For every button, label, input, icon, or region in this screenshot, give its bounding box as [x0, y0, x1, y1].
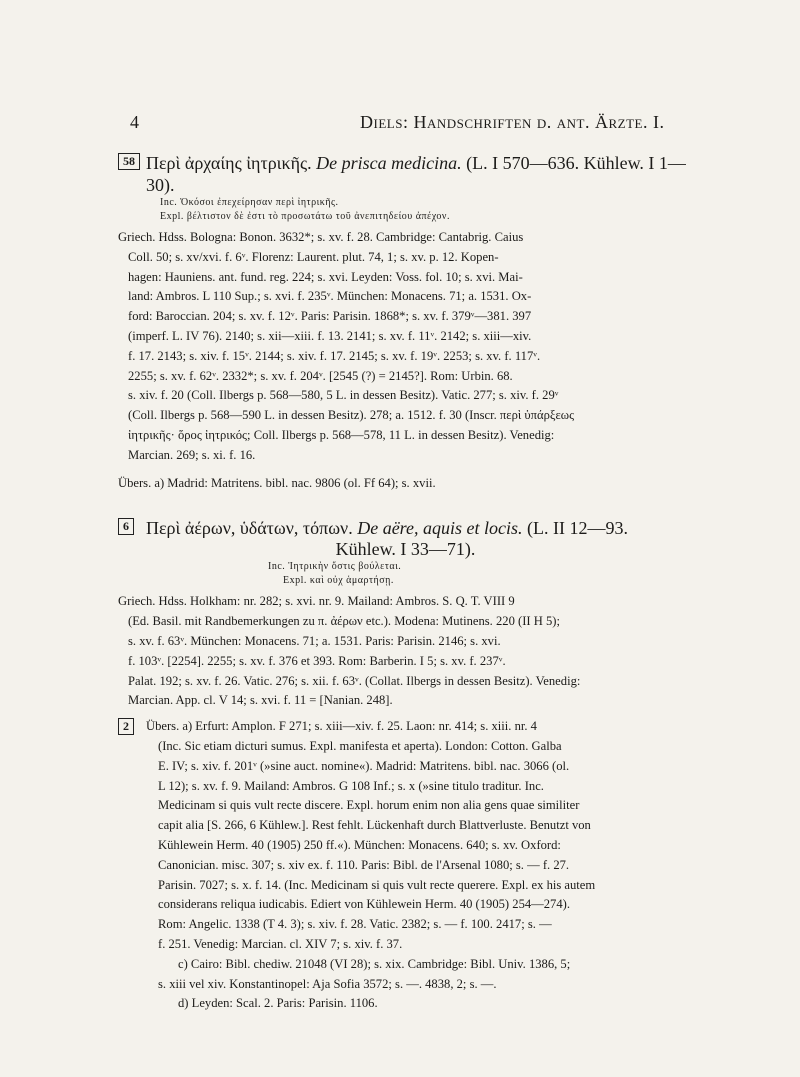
edition-reference: (L. I 570—636. Kühlew. I 1—30).	[146, 153, 686, 195]
greek-title: Περὶ ἀρχαίης ἰητρικῆς.	[146, 153, 312, 173]
text-line: f. 17. 2143; s. xiv. f. 15ᵛ. 2144; s. xiv. f. 17. 2145; s. xv. f. 19ᵛ. 2253; s. xv. f. 117ᵛ.	[128, 348, 541, 363]
edition-reference-cont: Kühlew. I 33—71).	[335, 539, 476, 560]
text-line: ἰητρικῆς· ὅρος ἰητρικός; Coll. Ilbergs p. 568—578, 11 L. in dessen Besitz). Venedig:	[128, 427, 555, 442]
page-content	[118, 152, 693, 1014]
text-line: Canonician. misc. 307; s. xiv ex. f. 110. Paris: Bibl. de l'Arsenal 1080; s. — f. 27.	[158, 857, 570, 872]
greek-manuscripts-58	[118, 228, 693, 466]
page-number: 4	[130, 112, 140, 132]
entry-number-box: 6	[118, 518, 134, 535]
explicit: Expl. βέλτιστον δὲ ἐστι τὸ προσωτάτω τοῦ ἀνεπιτηδείου ἀπέχον.	[160, 211, 450, 222]
text-line: f. 103ᵛ. [2254]. 2255; s. xv. f. 376 et 393. Rom: Barberin. I 5; s. xv. f. 237ᵛ.	[128, 653, 506, 668]
text-line: ford: Baroccian. 204; s. xv. f. 12ᵛ. Paris: Parisin. 1868*; s. xv. f. 379ᵛ—381. 397	[128, 309, 532, 324]
text-line: s. xiv. f. 20 (Coll. Ilbergs p. 568—580, 5 L. in dessen Besitz). Vatic. 277; s. xiv. f. 29ᵛ	[128, 388, 559, 403]
text-line: Marcian. App. cl. V 14; s. xvi. f. 11 = [Nanian. 248].	[128, 693, 393, 708]
text-line: f. 251. Venedig: Marcian. cl. XIV 7; s. xiv. f. 37.	[158, 936, 403, 951]
text-line: hagen: Hauniens. ant. fund. reg. 224; s. xvi. Leyden: Voss. fol. 10; s. xvi. Mai-	[128, 269, 523, 284]
text-line: capit alia [S. 266, 6 Kühlew.]. Rest fehlt. Lückenhaft durch Blattverluste. Benutzt von	[158, 818, 591, 833]
text-line: c) Cairo: Bibl. chediw. 21048 (VI 28); s. xix. Cambridge: Bibl. Univ. 1386, 5;	[178, 956, 571, 971]
latin-title: De aëre, aquis et locis.	[357, 518, 523, 539]
text-line: L 12); s. xv. f. 9. Mailand: Ambros. G 108 Inf.; s. x (»sine titulo traditur. Inc.	[158, 778, 544, 793]
text-line: Kühlewein Herm. 40 (1905) 250 ff.«). München: Monacens. 640; s. xv. Oxford:	[158, 837, 561, 852]
explicit: Expl. καὶ οὐχ ἁμαρτήσῃ.	[283, 575, 394, 587]
incipit: Inc. Ἰητρικὴν ὅστις βούλεται.	[268, 561, 402, 573]
text-line: (Ed. Basil. mit Randbemerkungen zu π. ἀέρων etc.). Modena: Mutinens. 220 (II H 5);	[128, 614, 560, 629]
incipit: Inc. Ὁκόσοι ἐπεχείρησαν περὶ ἰητρικῆς.	[160, 197, 339, 208]
text-line: s. xv. f. 63ᵛ. München: Monacens. 71; a. 1531. Paris: Parisin. 2146; s. xvi.	[128, 633, 501, 648]
text-line: (Coll. Ilbergs p. 568—590 L. in dessen Besitz). 278; a. 1512. f. 30 (Inscr. περὶ ὑπάρξεως	[128, 408, 575, 423]
text-line: Palat. 192; s. xv. f. 26. Vatic. 276; s. xii. f. 63ᵛ. (Collat. Ilbergs in dessen Besitz). Venedig:	[128, 673, 581, 688]
text-line: considerans reliqua iudicabis. Ediert von Kühlewein Herm. 40 (1905) 254—274).	[158, 897, 570, 912]
text-line: Marcian. 269; s. xi. f. 16.	[128, 447, 256, 462]
latin-title: De prisca medicina.	[316, 153, 462, 173]
text-line: Griech. Hdss. Bologna: Bonon. 3632*; s. xv. f. 28. Cambridge: Cantabrig. Caius	[118, 230, 524, 244]
entry-number-box: 58	[118, 153, 140, 170]
text-line: 2255; s. xv. f. 62ᵛ. 2332*; s. xv. f. 204ᵛ. [2545 (?) = 2145?]. Rom: Urbin. 68.	[128, 368, 513, 383]
text-line: d) Leyden: Scal. 2. Paris: Parisin. 1106.	[178, 996, 378, 1011]
running-title: Diels: Handschriften d. ant. Ärzte. I.	[360, 112, 665, 132]
text-line: (Inc. Sic etiam dicturi sumus. Expl. manifesta et aperta). London: Cotton. Galba	[158, 738, 562, 753]
edition-reference: (L. II 12—93.	[527, 518, 628, 539]
text-line: Rom: Angelic. 1338 (T 4. 3); s. xiv. f. 28. Vatic. 2382; s. — f. 100. 2417; s. —	[158, 917, 552, 932]
text-line: Coll. 50; s. xv/xvi. f. 6ᵛ. Florenz: Laurent. plut. 74, 1; s. xv. p. 12. Kopen-	[128, 249, 499, 264]
text-line: E. IV; s. xiv. f. 201ᵛ (»sine auct. nomine«). Madrid: Matritens. bibl. nac. 3066 (ol.	[158, 758, 570, 773]
text-line: Medicinam si quis vult recte discere. Expl. horum enim non alia gens quae similiter	[158, 798, 580, 813]
text-line: s. xiii vel xiv. Konstantinopel: Aja Sofia 3572; s. —. 4838, 2; s. —.	[158, 976, 497, 991]
text-line: Griech. Hdss. Holkham: nr. 282; s. xvi. nr. 9. Mailand: Ambros. S. Q. T. VIII 9	[118, 594, 515, 609]
entry-58-heading	[118, 152, 693, 196]
translations-6	[118, 717, 693, 1014]
text-line: 2 Übers. a) Erfurt: Amplon. F 271; s. xiii—xiv. f. 25. Laon: nr. 414; s. xiii. nr. 4	[118, 717, 693, 737]
translations-58: Übers. a) Madrid: Matritens. bibl. nac. 9806 (ol. Ff 64); s. xvii.	[118, 475, 436, 490]
text-line: (imperf. L. IV 76). 2140; s. xii—xiii. f. 13. 2141; s. xv. f. 11ᵛ. 2142; s. xiii—xiv.	[128, 328, 532, 343]
text-line: land: Ambros. L 110 Sup.; s. xvi. f. 235ᵛ. München: Monacens. 71; a. 1531. Ox-	[128, 289, 532, 304]
entry-number-box: 2	[118, 718, 134, 735]
entry-6-heading	[118, 517, 693, 539]
greek-manuscripts-6	[118, 592, 693, 711]
greek-title: Περὶ ἀέρων, ὑδάτων, τόπων.	[146, 518, 353, 539]
text-line: Parisin. 7027; s. x. f. 14. (Inc. Medicinam si quis vult recte querere. Expl. ex his autem	[158, 877, 596, 892]
